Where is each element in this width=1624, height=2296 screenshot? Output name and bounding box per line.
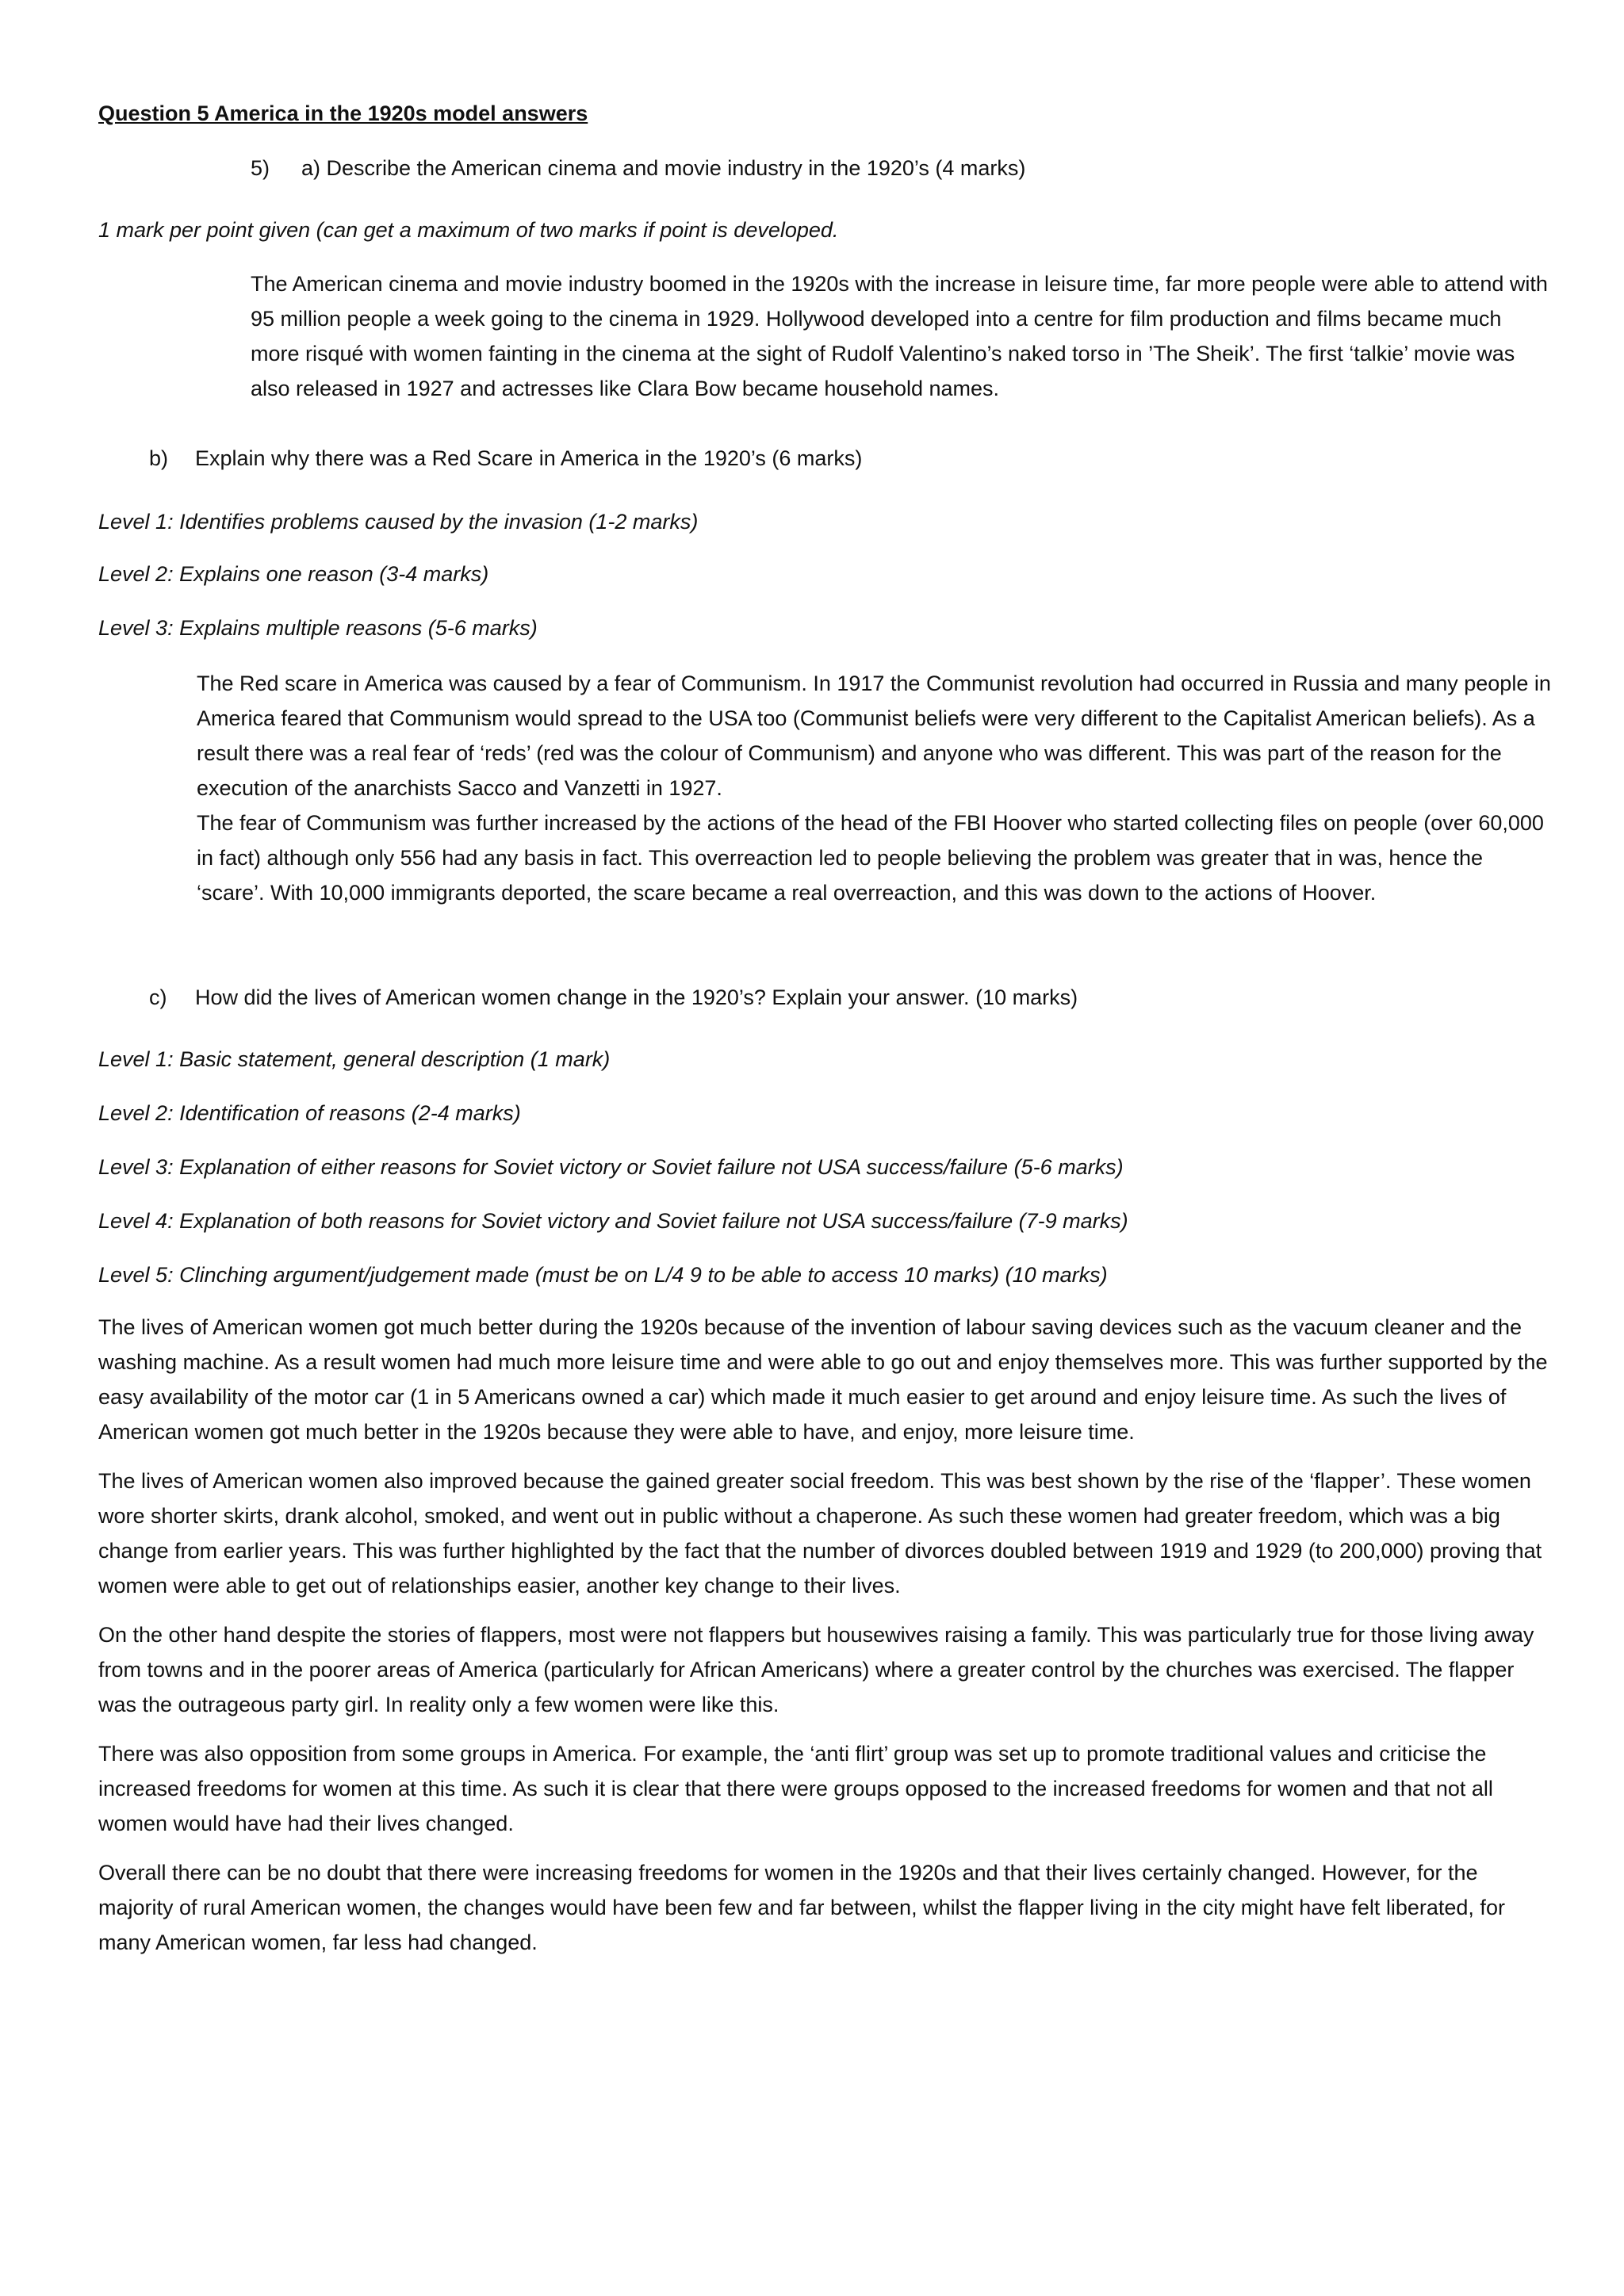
level-b-1: Level 1: Identifies problems caused by the invasion (1-2 marks) — [98, 510, 699, 534]
document-title: Question 5 America in the 1920s model answers — [98, 101, 588, 125]
answer-b-paragraph-1: The Red scare in America was caused by a fear of Communism. In 1917 the Communist revolution had occurred in Russia and many people in America feared that Communism would spread to the USA too (Communist beliefs were very different to the Capitalist American beliefs). As a result there was a real fear of ‘reds’ (red was the colour of Communism) and anyone who was different. This was part of the reason for the execution of the anarchists Sacco and Vanzetti in 1927. — [197, 672, 1551, 800]
level-c-3: Level 3: Explanation of either reasons for Soviet victory or Soviet failure not USA success/failure (5-6 marks) — [98, 1155, 1124, 1179]
mark-scheme-a: 1 mark per point given (can get a maximum of two marks if point is developed. — [98, 218, 839, 242]
answer-c-paragraph-4: There was also opposition from some groups in America. For example, the ‘anti flirt’ group was set up to promote traditional values and criticise the increased freedoms for women at this time. As such it is clear that there were groups opposed to the increased freedoms for women and that not all women would have had their lives changed. — [98, 1742, 1493, 1835]
answer-b-paragraph-2: The fear of Communism was further increased by the actions of the head of the FBI Hoover who started collecting files on people (over 60,000 in fact) although only 556 had any basis in fact. This overreaction led to people believing the problem was greater that in was, hence the ‘scare’. With 10,000 immigrants deported, the scare became a real overreaction, and this was down to the actions of Hoover. — [197, 811, 1544, 905]
level-c-1: Level 1: Basic statement, general description (1 mark) — [98, 1047, 611, 1071]
level-b-3: Level 3: Explains multiple reasons (5-6 marks) — [98, 616, 538, 640]
answer-c-paragraph-2: The lives of American women also improved because the gained greater social freedom. This was best shown by the rise of the ‘flapper’. These women wore shorter skirts, drank alcohol, smoked, and went out in public without a chaperone. As such these women had greater freedom, which was a big change from earlier years. This was further highlighted by the fact that the number of divorces doubled between 1919 and 1929 (to 200,000) proving that women were able to get out of relationships easier, another key change to their lives. — [98, 1469, 1542, 1598]
answer-c-paragraph-5: Overall there can be no doubt that there were increasing freedoms for women in the 1920s and that their lives certainly changed. However, for the majority of rural American women, the changes would have been few and far between, whilst the flapper living in the city might have felt liberated, for many American women, far less had changed. — [98, 1861, 1505, 1954]
answer-c-paragraph-1: The lives of American women got much better during the 1920s because of the invention of labour saving devices such as the vacuum cleaner and the washing machine. As a result women had much more leisure time and were able to go out and enjoy themselves more. This was further supported by the easy availability of the motor car (1 in 5 Americans owned a car) which made it much easier to get around and enjoy leisure time. As such the lives of American women got much better in the 1920s because they were able to have, and enjoy, more leisure time. — [98, 1315, 1548, 1444]
answer-a: The American cinema and movie industry boomed in the 1920s with the increase in leisure time, far more people were able to attend with 95 million people a week going to the cinema in 1929. Hollywood developed into a centre for film production and films became much more risqué with women fainting in the cinema at the sight of Rudolf Valentino’s naked torso in ’The Sheik’. The first ‘talkie’ movie was also released in 1927 and actresses like Clara Bow became household names. — [251, 272, 1548, 400]
level-c-5: Level 5: Clinching argument/judgement made (must be on L/4 9 to be able to access 10 marks) (10 marks) — [98, 1263, 1108, 1287]
question-b-text: Explain why there was a Red Scare in America in the 1920’s (6 marks) — [195, 446, 863, 470]
question-a-text: a) Describe the American cinema and movie industry in the 1920’s (4 marks) — [301, 156, 1026, 180]
level-c-4: Level 4: Explanation of both reasons for Soviet victory and Soviet failure not USA success/failure (7-9 marks) — [98, 1209, 1128, 1233]
question-b-label: b) — [149, 446, 169, 470]
question-c-text: How did the lives of American women change in the 1920’s? Explain your answer. (10 marks) — [195, 985, 1078, 1009]
question-c-label: c) — [149, 985, 167, 1009]
question-c — [149, 980, 1078, 1015]
question-b — [149, 441, 862, 476]
level-b-2: Level 2: Explains one reason (3-4 marks) — [98, 562, 489, 586]
answer-c-paragraph-3: On the other hand despite the stories of flappers, most were not flappers but housewives raising a family. This was particularly true for those living away from towns and in the poorer areas of America (particularly for African Americans) where a greater control by the churches was exercised. The flapper was the outrageous party girl. In reality only a few women were like this. — [98, 1623, 1534, 1716]
level-c-2: Level 2: Identification of reasons (2-4 marks) — [98, 1101, 521, 1125]
question-a — [251, 151, 1025, 186]
question-number: 5) — [251, 156, 270, 180]
